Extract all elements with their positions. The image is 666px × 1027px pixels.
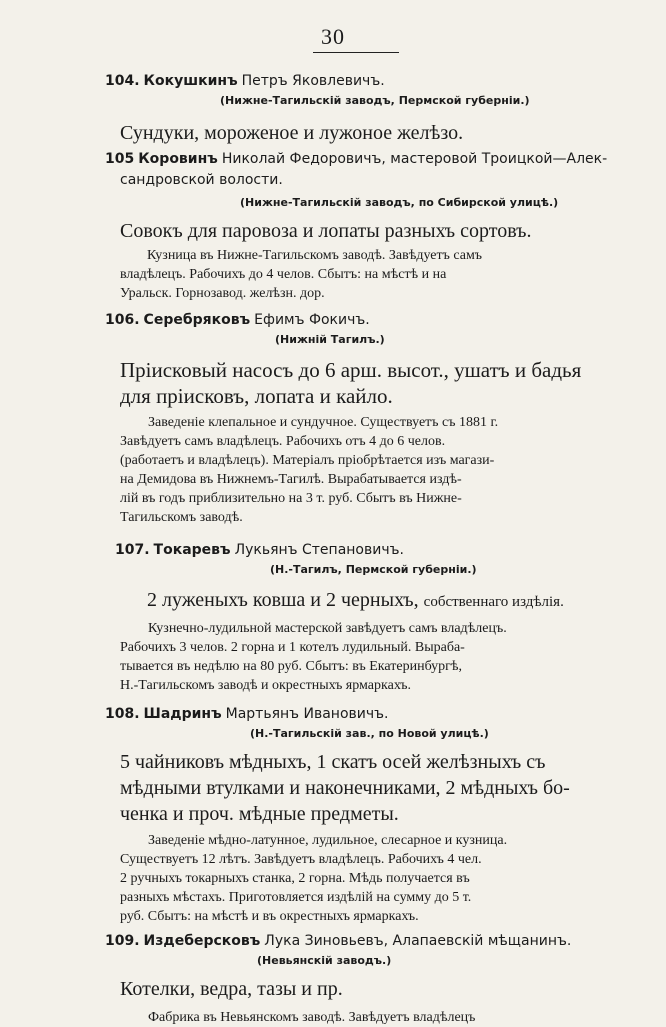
entry-108 bbox=[105, 703, 635, 926]
entry-description bbox=[120, 1008, 635, 1027]
goods-line: 5 чайниковъ мѣдныхъ, 1 скатъ осей желѣзныхъ съ bbox=[120, 751, 546, 773]
entry-name-line bbox=[105, 539, 635, 561]
description-line: (работаетъ и владѣлецъ). Матеріалъ пріобрѣтается изъ магази- bbox=[120, 453, 495, 468]
entry-name-line bbox=[105, 930, 635, 952]
description-line: Заведеніе клепальное и сундучное. Существуетъ съ 1881 г. bbox=[148, 415, 499, 430]
entry-address: (Нижне-Тагильскій заводъ, Пермской губерніи.) bbox=[220, 94, 530, 107]
description-line: 2 ручныхъ токарныхъ станка, 2 горна. Мѣдь получается въ bbox=[120, 871, 470, 886]
entry-name-line bbox=[105, 703, 635, 725]
entry-name: Николай Федоровичъ, мастеровой Троицкой—Алек- bbox=[221, 151, 608, 167]
entry-surname: Издеберсковъ bbox=[143, 933, 261, 949]
entry-number: 109. bbox=[105, 933, 140, 949]
description-line: лій въ годъ приблизительно на 3 т. руб. Сбытъ въ Нижне- bbox=[120, 491, 462, 506]
description-line: Существуетъ 12 лѣтъ. Завѣдуетъ владѣлецъ. Рабочихъ 4 чел. bbox=[120, 852, 482, 867]
catalog-entries bbox=[105, 62, 635, 1027]
goods-note: собственнаго издѣлія. bbox=[423, 594, 564, 610]
entry-106 bbox=[105, 309, 635, 527]
description-line: Н.-Тагильскомъ заводѣ и окрестныхъ ярмаркахъ. bbox=[120, 678, 412, 693]
description-line: Уральск. Горнозавод. желѣзн. дор. bbox=[120, 286, 325, 301]
entry-name: Лука Зиновьевъ, Алапаевскій мѣщанинъ. bbox=[264, 933, 572, 949]
description-line: Рабочихъ 3 челов. 2 горна и 1 котелъ лудильный. Выраба- bbox=[120, 640, 465, 655]
entry-goods: Котелки, ведра, тазы и пр. bbox=[120, 978, 343, 1000]
entry-goods bbox=[120, 749, 635, 827]
description-line: руб. Сбытъ: на мѣстѣ и въ окрестныхъ ярмаркахъ. bbox=[120, 909, 419, 924]
entry-number: 105 bbox=[105, 151, 135, 167]
goods-main: 2 луженыхъ ковша и 2 черныхъ, bbox=[147, 589, 419, 611]
entry-104 bbox=[105, 70, 635, 146]
entry-surname: Токаревъ bbox=[153, 542, 231, 558]
entry-name-line bbox=[105, 70, 635, 92]
entry-address: (Н.-Тагильскій зав., по Новой улицѣ.) bbox=[250, 727, 489, 740]
entry-description bbox=[120, 619, 635, 695]
entry-description bbox=[120, 246, 635, 303]
entry-name: Лукьянъ Степановичъ. bbox=[234, 542, 404, 558]
entry-107 bbox=[105, 539, 635, 695]
entry-address: (Нижне-Тагильскій заводъ, по Сибирской улицѣ.) bbox=[240, 196, 559, 209]
entry-surname: Шадринъ bbox=[143, 706, 222, 722]
entry-address: (Н.-Тагилъ, Пермской губерніи.) bbox=[270, 563, 477, 576]
entry-address: (Нижній Тагилъ.) bbox=[275, 333, 385, 346]
goods-line: мѣдными втулками и наконечниками, 2 мѣдныхъ бо- bbox=[120, 777, 570, 799]
entry-surname: Серебряковъ bbox=[143, 312, 251, 328]
goods-line: ченка и проч. мѣдные предметы. bbox=[120, 803, 399, 825]
entry-goods: Сундуки, мороженое и лужоное желѣзо. bbox=[120, 122, 464, 144]
entry-name-continued: сандровской волости. bbox=[120, 172, 283, 188]
goods-line: Пріисковый насосъ до 6 арш. высот., ушатъ и бадья bbox=[120, 358, 582, 382]
description-line: Завѣдуетъ самъ владѣлецъ. Рабочихъ отъ 4 до 6 челов. bbox=[120, 434, 446, 449]
entry-name-line bbox=[105, 148, 635, 170]
entry-goods bbox=[120, 357, 635, 409]
description-line: тывается въ недѣлю на 80 руб. Сбытъ: въ Екатеринбургѣ, bbox=[120, 659, 463, 674]
page-number: 30 bbox=[321, 24, 345, 49]
entry-105 bbox=[105, 148, 635, 303]
description-line: владѣлецъ. Рабочихъ до 4 челов. Сбытъ: на мѣстѣ и на bbox=[120, 267, 447, 282]
entry-description bbox=[120, 831, 635, 926]
entry-name: Ефимъ Фокичъ. bbox=[254, 312, 370, 328]
description-line: Фабрика въ Невьянскомъ заводѣ. Завѣдуетъ владѣлецъ bbox=[148, 1010, 476, 1025]
entry-number: 107. bbox=[115, 542, 150, 558]
entry-name: Мартьянъ Ивановичъ. bbox=[225, 706, 389, 722]
description-line: разныхъ мѣстахъ. Приготовляется издѣлій на сумму до 5 т. bbox=[120, 890, 472, 905]
description-line: на Демидова въ Нижнемъ-Тагилѣ. Вырабатывается издѣ- bbox=[120, 472, 462, 487]
entry-address: (Невьянскій заводъ.) bbox=[257, 954, 392, 967]
description-line: Заведеніе мѣдно-латунное, лудильное, слесарное и кузница. bbox=[148, 833, 508, 848]
entry-goods bbox=[147, 587, 635, 615]
description-line: Тагильскомъ заводѣ. bbox=[120, 510, 243, 525]
description-line: Кузница въ Нижне-Тагильскомъ заводѣ. Завѣдуетъ самъ bbox=[147, 248, 483, 263]
entry-goods: Совокъ для паровоза и лопаты разныхъ сортовъ. bbox=[120, 220, 532, 242]
entry-109 bbox=[105, 930, 635, 1027]
entry-description bbox=[120, 413, 635, 527]
page-number-rule bbox=[313, 52, 399, 53]
goods-line: для пріисковъ, лопата и кайло. bbox=[120, 384, 393, 408]
entry-surname: Кокушкинъ bbox=[143, 73, 238, 89]
entry-name-line bbox=[105, 309, 635, 331]
entry-number: 106. bbox=[105, 312, 140, 328]
description-line: Кузнечно-лудильной мастерской завѣдуетъ самъ владѣлецъ. bbox=[148, 621, 507, 636]
entry-number: 108. bbox=[105, 706, 140, 722]
entry-number: 104. bbox=[105, 73, 140, 89]
entry-name: Петръ Яковлевичъ. bbox=[241, 73, 385, 89]
entry-surname: Коровинъ bbox=[138, 151, 218, 167]
